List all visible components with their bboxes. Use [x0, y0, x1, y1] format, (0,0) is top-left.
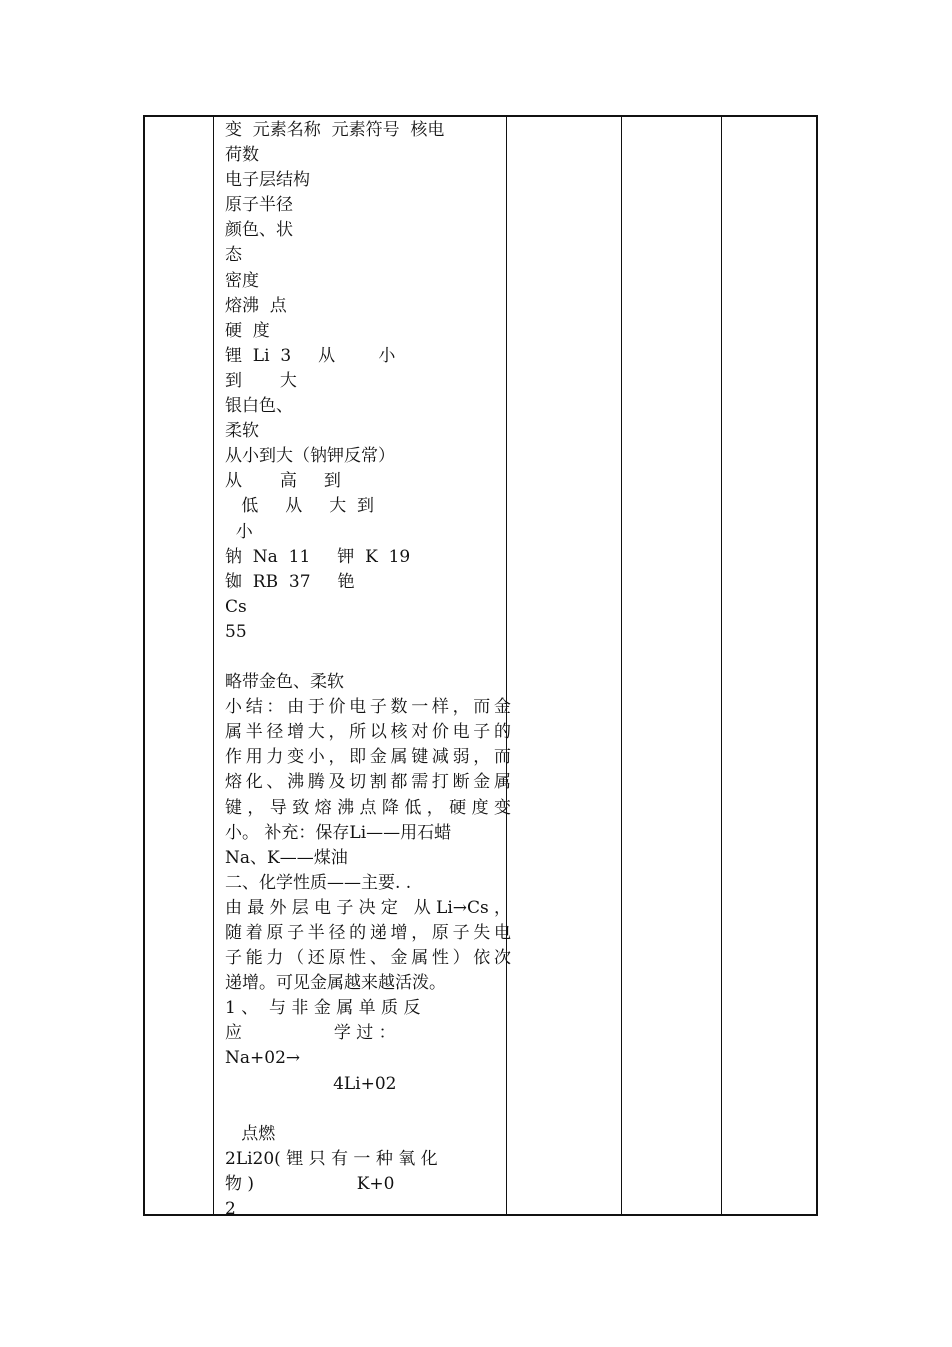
text-line: 铷 RB 37 铯	[225, 571, 355, 592]
text-line: 1 、 与 非 金 属 单 质 反	[225, 998, 421, 1019]
text-line: 钠 Na 11 钾 K 19	[225, 546, 411, 567]
text-line: Na、K——煤油	[225, 847, 348, 868]
text-line: 由最外层电子决定 从Li→Cs，	[225, 897, 511, 918]
text-line: 电子层结构	[225, 170, 310, 191]
text-line: 小	[225, 521, 253, 542]
text-line: 点燃	[225, 1123, 276, 1144]
text-line: 荷数	[225, 145, 259, 166]
text-line: 颜色、状	[225, 220, 293, 241]
text-line: 从小到大（钠钾反常）	[225, 446, 395, 467]
text-line: 应 学 过 ：	[225, 1023, 396, 1044]
text-line: 硬 度	[225, 320, 270, 341]
text-line: 柔软	[225, 421, 259, 442]
text-line: 二、化学性质——主要. .	[225, 872, 412, 893]
column-divider-1	[213, 117, 214, 1214]
text-line: 略带金色、柔软	[225, 672, 344, 693]
text-line: Cs	[225, 596, 247, 617]
text-line: 小。 补充：保存Li——用石蜡	[225, 822, 452, 843]
text-line: 锂 Li 3 从 小	[225, 345, 396, 366]
text-line: 4Li+02	[225, 1073, 397, 1094]
text-line: 作用力变小，即金属键减弱，而	[225, 747, 511, 768]
column-divider-3	[621, 117, 622, 1214]
text-line: 熔化、沸腾及切割都需打断金属	[225, 772, 511, 793]
text-line: 小结：由于价电子数一样，而金	[225, 697, 511, 718]
text-line: 属半径增大，所以核对价电子的	[225, 722, 511, 743]
blank-line	[225, 1097, 511, 1122]
text-line: 熔沸 点	[225, 295, 287, 316]
content-table	[143, 115, 818, 1220]
text-line: 低 从 大 到	[225, 496, 375, 517]
text-line: 到 大	[225, 370, 297, 391]
text-line: 从 高 到	[225, 471, 341, 492]
text-line: 态	[225, 245, 242, 266]
text-line: 子能力（还原性、金属性）依次	[225, 948, 511, 969]
text-line: 物 ) K+0	[225, 1173, 395, 1194]
main-text-cell	[225, 117, 511, 1222]
text-line: 密度	[225, 270, 259, 291]
blank-line	[225, 645, 511, 670]
text-line: 变 元素名称 元素符号 核电	[225, 120, 445, 140]
text-line: 2Li20( 锂 只 有 一 种 氧 化	[225, 1148, 438, 1169]
text-line: 银白色、	[225, 396, 293, 417]
text-line: 2	[225, 1199, 236, 1220]
text-line: 原子半径	[225, 195, 293, 216]
text-line: 递增。可见金属越来越活泼。	[225, 973, 446, 994]
text-line: 键，导致熔沸点降低，硬度变	[225, 797, 511, 818]
text-line: 55	[225, 621, 247, 642]
text-line: Na+02→	[225, 1048, 301, 1069]
text-line: 随着原子半径的递增，原子失电	[225, 923, 511, 943]
column-divider-4	[721, 117, 722, 1214]
